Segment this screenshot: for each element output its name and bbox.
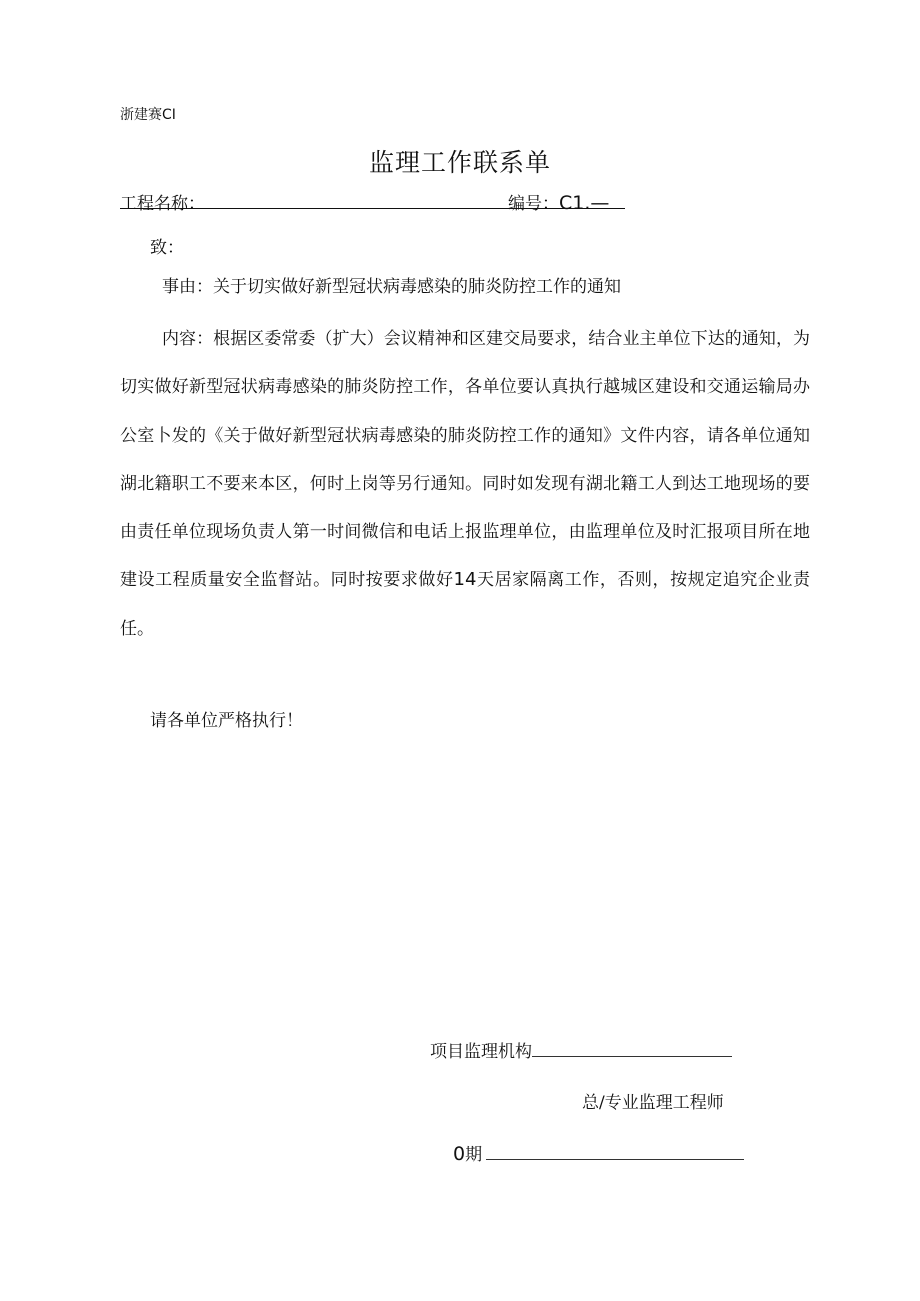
agency-label: 项目监理机构 [430,1042,532,1062]
signature-engineer-row [582,1088,724,1113]
number-label: 编号： [508,194,559,214]
recipient-label: 致： [150,238,184,258]
content-text-part2: 天居家隔离工作，否则，按规定追究企业责任。 [120,570,810,639]
date-prefix: 0 [453,1143,466,1165]
content-paragraph [120,315,810,653]
closing-line: 请各单位严格执行！ [150,711,303,731]
number-value: C1.— [559,192,610,214]
page-title: 监理工作联系单 [368,148,551,177]
engineer-label: 总/专业监理工程师 [582,1093,724,1113]
content-text-part1: 内容：根据区委常委（扩大）会议精神和区建交局要求，结合业主单位下达的通知，为切实做好新型冠状病毒感染的肺炎防控工作，各单位要认真执行越城区建设和交通运输局办公室卜发的《关于做好新型冠状病毒感染的肺炎防控工作的通知》文件内容，请各单位通知湖北籍职工不要来本区，何时上岗等另行通知。同时如发现有湖北籍工人到达工地现场的要由责任单位现场负责人第一时间微信和电话上报监理单位，由监理单位及时汇报项目所在地建设工程质量安全监督站。同时按要求做好 [120,329,810,591]
signature-agency-row [430,1037,732,1062]
agency-signature-line [532,1041,732,1057]
date-label: 期 [465,1145,483,1165]
document-number [508,189,609,214]
document-code: 浙建赛CI [120,107,176,123]
signature-date-row [453,1140,744,1165]
subject-line: 事由：关于切实做好新型冠状病毒感染的肺炎防控工作的通知 [162,277,621,297]
content-number: 14 [453,569,477,591]
date-signature-line [486,1144,744,1160]
project-name-label: 工程名称： [120,194,205,214]
